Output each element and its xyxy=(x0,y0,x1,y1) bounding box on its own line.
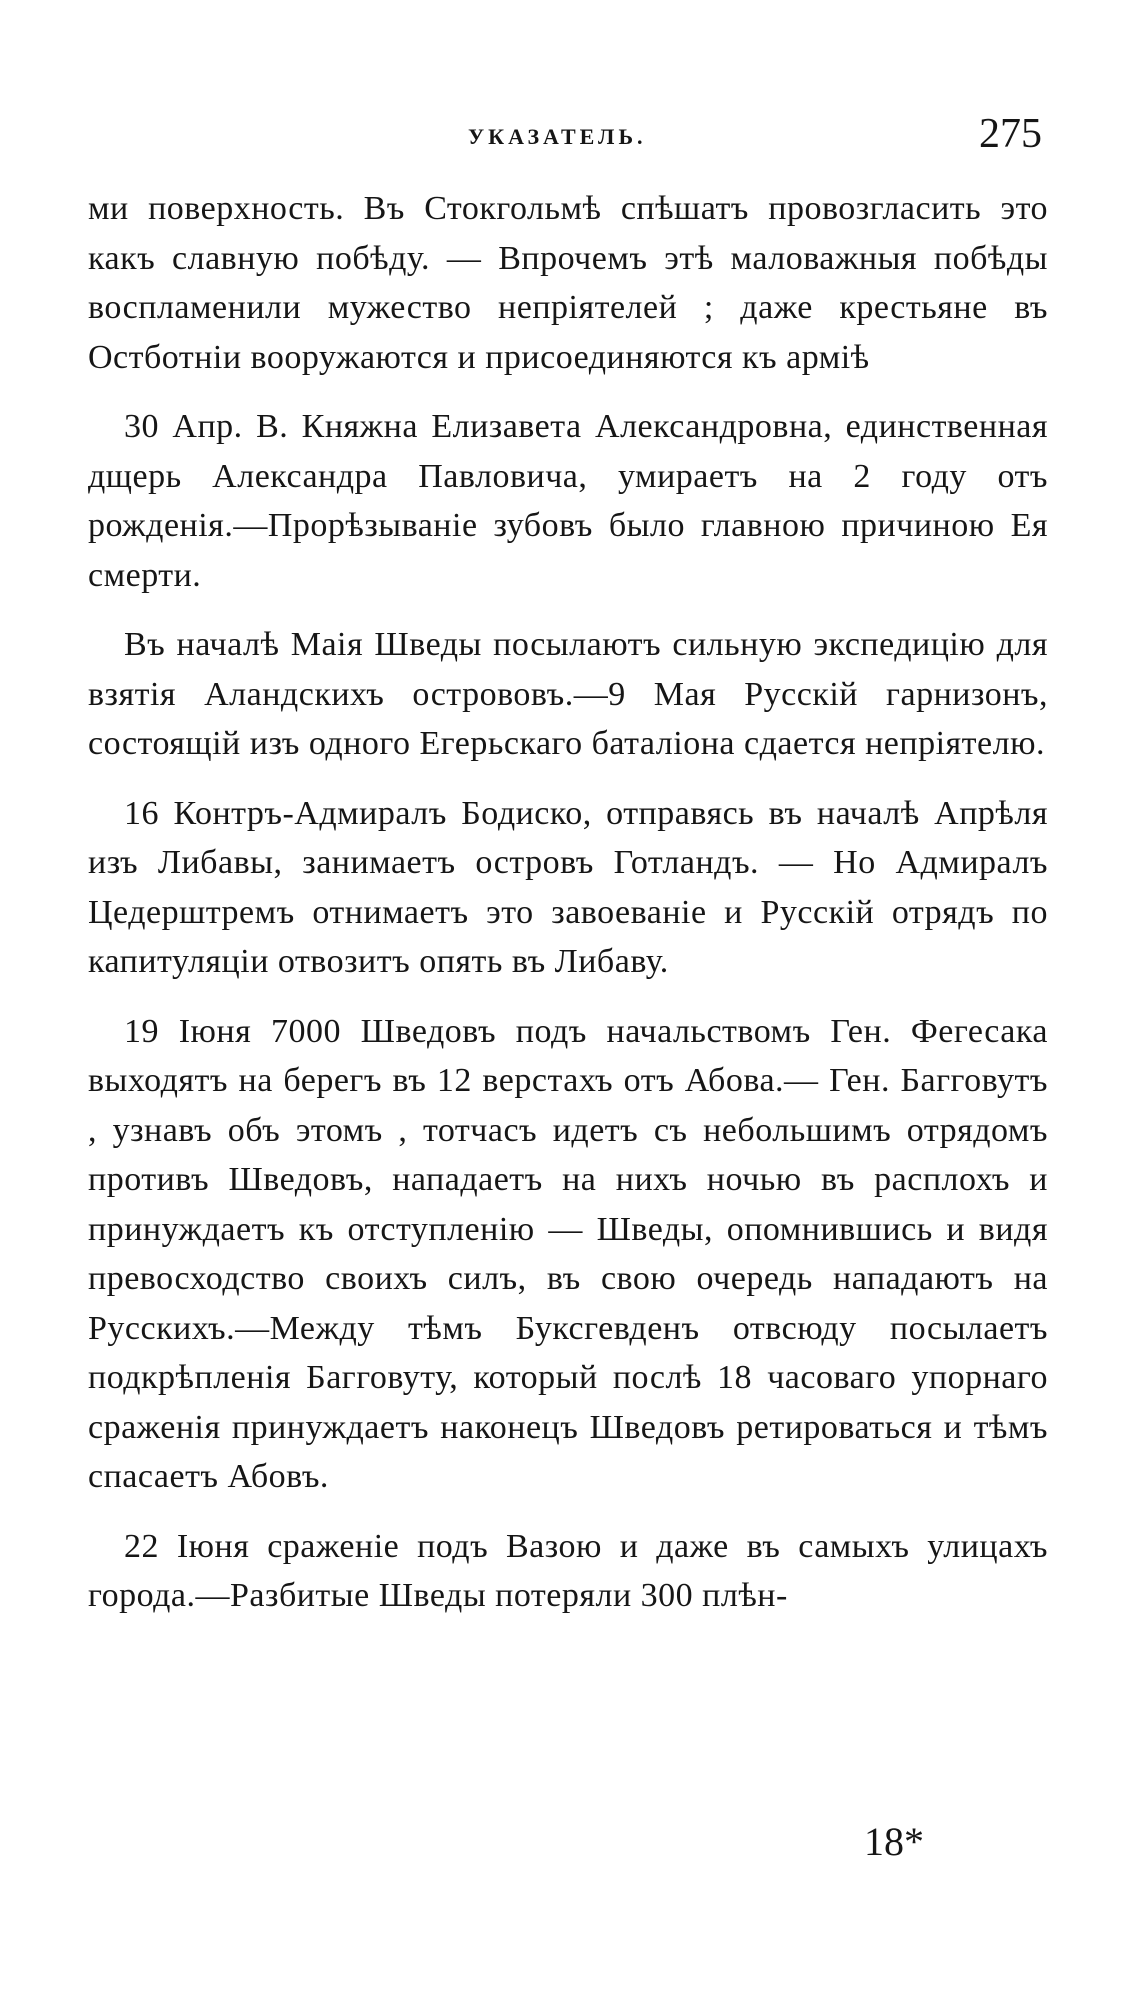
paragraph-june-19: 19 Іюня 7000 Шведовъ подъ начальствомъ Ген. Фегесака выходятъ на берегъ въ 12 верстахъ отъ Абова.— Ген. Багговутъ , узнавъ объ этомъ , тотчасъ идетъ съ небольшимъ отрядомъ противъ Шведовъ, нападаетъ на нихъ ночью въ расплохъ и принуждаетъ къ отступленію — Шведы, опомнившись и видя превосходство своихъ силъ, въ свою очередь нападаютъ на Русскихъ.—Между тѣмъ Буксгевденъ отвсюду посылаетъ подкрѣпленія Багговуту, который послѣ 18 часоваго упорнаго сраженія принуждаетъ наконецъ Шведовъ ретироваться и тѣмъ спасаетъ Абовъ. xyxy=(88,1012,1048,1495)
paragraph-16: 16 Контръ-Адмиралъ Бодиско, отправясь въ началѣ Апрѣля изъ Либавы, занимаетъ островъ Готландъ. — Но Адмиралъ Цедерштремъ отнимаетъ это завоеваніе и Русскій отрядъ по капитуляціи отвозитъ опять въ Либаву. xyxy=(88,794,1048,980)
paragraph-april-30: 30 Апр. В. Княжна Елизавета Александровна, единственная дщерь Александра Павловича, умираетъ на 2 году отъ рожденія.—Прорѣзываніе зубовъ было главною причиною Ея смерти. xyxy=(88,408,1048,594)
signature-mark: 18* xyxy=(864,1819,924,1864)
running-title: УКАЗАТЕЛЬ. xyxy=(468,124,647,149)
running-head xyxy=(88,110,1048,166)
page-number: 275 xyxy=(979,111,1042,157)
paragraph-early-may: Въ началѣ Maія Шведы посылаютъ сильную экспедицію для взятія Аландскихъ острововъ.—9 Мая Русскій гарнизонъ, состоящій изъ одного Егерьскаго баталіона сдается непріятелю. xyxy=(88,626,1048,762)
paragraph-june-22: 22 Іюня сраженіе подъ Вазою и даже въ самыхъ улицахъ города.—Разбитые Шведы потеряли 300 плѣн- xyxy=(88,1527,1048,1614)
body-text xyxy=(88,184,1048,1641)
paragraph-continuation: ми поверхность. Въ Стокгольмѣ спѣшатъ провозгласить это какъ славную побѣду. — Впрочемъ этѣ маловажныя побѣды воспламенили мужество непріятелей ; даже крестьяне въ Остботніи вооружаются и присоединяются къ армiѣ xyxy=(88,190,1048,376)
